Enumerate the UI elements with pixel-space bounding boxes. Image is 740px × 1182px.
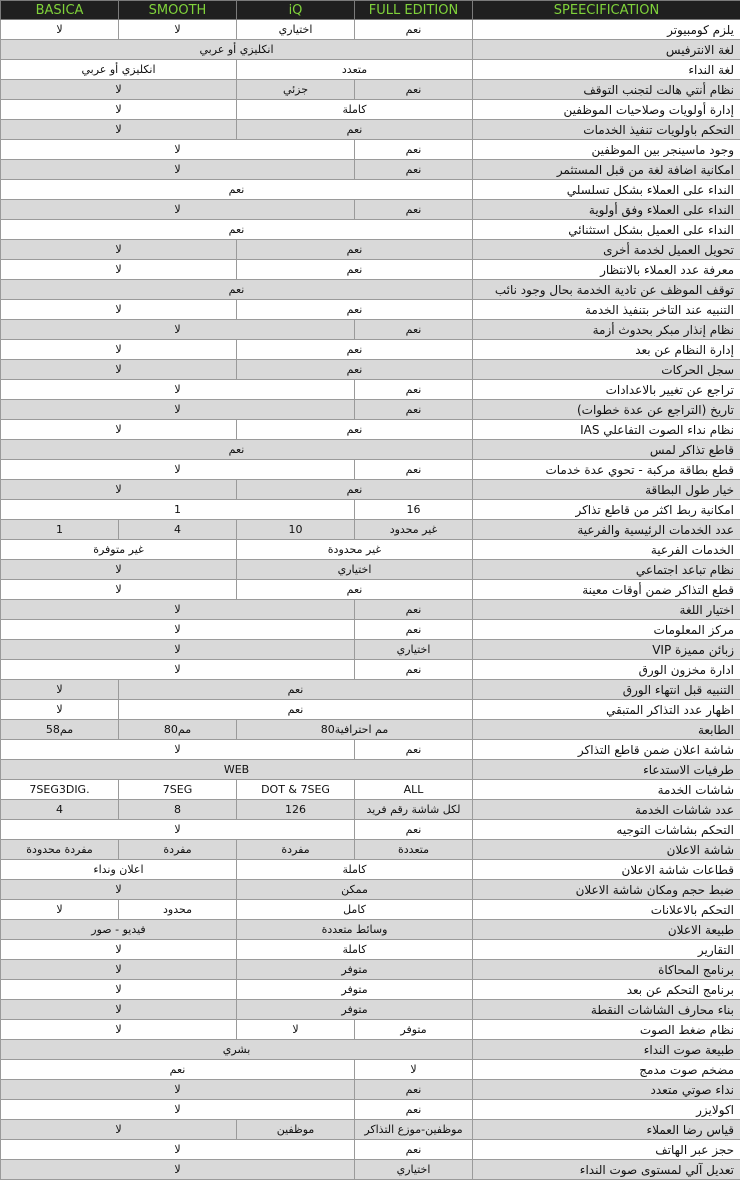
table-row (1, 1120, 740, 1140)
value-cell: متعدد (237, 60, 473, 80)
table-row (1, 740, 740, 760)
value-cell: 126 (237, 800, 355, 820)
value-cell: 58مم (1, 720, 119, 740)
value-cell: نعم (355, 740, 473, 760)
table-row (1, 280, 740, 300)
table-row (1, 600, 740, 620)
value-cell: نعم (119, 700, 473, 720)
value-cell: اختياري (237, 20, 355, 40)
value-cell: 4 (1, 800, 119, 820)
value-cell: نعم (355, 400, 473, 420)
header-row (1, 1, 740, 20)
table-row (1, 320, 740, 340)
spec-label: قطاعات شاشة الاعلان (473, 860, 740, 880)
value-cell: WEB (1, 760, 473, 780)
spec-label: برنامج التحكم عن بعد (473, 980, 740, 1000)
value-cell: نعم (355, 20, 473, 40)
table-row (1, 500, 740, 520)
table-row (1, 380, 740, 400)
spec-label: معرفة عدد العملاء بالانتظار (473, 260, 740, 280)
table-row (1, 60, 740, 80)
table-row (1, 1080, 740, 1100)
table-row (1, 1140, 740, 1160)
spec-label: يلزم كومبيوتر (473, 20, 740, 40)
value-cell: نعم (237, 260, 473, 280)
table-row (1, 880, 740, 900)
value-cell: لا (1, 660, 355, 680)
value-cell: مفردة (237, 840, 355, 860)
table-row (1, 840, 740, 860)
value-cell: وسائط متعددة (237, 920, 473, 940)
table-row (1, 820, 740, 840)
spec-label: برنامج المحاكاة (473, 960, 740, 980)
value-cell: لا (1, 460, 355, 480)
spec-label: سجل الحركات (473, 360, 740, 380)
table-row (1, 160, 740, 180)
value-cell: لا (1, 820, 355, 840)
value-cell: لا (1, 640, 355, 660)
value-cell: نعم (355, 660, 473, 680)
value-cell: نعم (1, 220, 473, 240)
value-cell: غير محدود (355, 520, 473, 540)
spec-label: مركز المعلومات (473, 620, 740, 640)
table-row (1, 1000, 740, 1020)
value-cell: لا (1, 200, 355, 220)
value-cell: 80مم (119, 720, 237, 740)
value-cell: نعم (1, 180, 473, 200)
value-cell: لا (1, 160, 355, 180)
spec-label: الطابعة (473, 720, 740, 740)
value-cell: لا (1, 960, 237, 980)
value-cell: نعم (119, 680, 473, 700)
value-cell: نعم (355, 620, 473, 640)
table-row (1, 520, 740, 540)
value-cell: لا (1, 420, 237, 440)
spec-label: طرفيات الاستدعاء (473, 760, 740, 780)
table-row (1, 780, 740, 800)
table-row (1, 100, 740, 120)
value-cell: لا (1, 20, 119, 40)
value-cell: فيديو - صور (1, 920, 237, 940)
table-row (1, 440, 740, 460)
value-cell: انكليزي أو عربي (1, 60, 237, 80)
value-cell: لا (119, 20, 237, 40)
table-row (1, 200, 740, 220)
value-cell: نعم (355, 380, 473, 400)
value-cell: نعم (355, 460, 473, 480)
value-cell: لا (1, 700, 119, 720)
table-row (1, 1160, 740, 1180)
table-row (1, 640, 740, 660)
value-cell: نعم (355, 80, 473, 100)
value-cell: نعم (355, 600, 473, 620)
spec-label: التحكم بشاشات التوجيه (473, 820, 740, 840)
value-cell: نعم (237, 420, 473, 440)
table-row (1, 580, 740, 600)
spec-label: نظام ضغط الصوت (473, 1020, 740, 1040)
spec-label: اختيار اللغة (473, 600, 740, 620)
value-cell: 80مم احترافية (237, 720, 473, 740)
table-row (1, 20, 740, 40)
value-cell: نعم (355, 1080, 473, 1100)
value-cell: مفردة (119, 840, 237, 860)
table-row (1, 720, 740, 740)
value-cell: لا (1, 380, 355, 400)
spec-label: إدارة أولويات وصلاحيات الموظفين (473, 100, 740, 120)
spec-label: قاطع تذاكر لمس (473, 440, 740, 460)
value-cell: لا (1, 360, 237, 380)
spec-label: امكانية ربط اكثر من قاطع تذاكر (473, 500, 740, 520)
value-cell: نعم (355, 1100, 473, 1120)
spec-label: زبائن مميزة VIP (473, 640, 740, 660)
value-cell: لا (1, 940, 237, 960)
value-cell: لا (1, 680, 119, 700)
value-cell: نعم (355, 1140, 473, 1160)
value-cell: جزئي (237, 80, 355, 100)
value-cell: لا (1, 1100, 355, 1120)
spec-label: مضخم صوت مدمج (473, 1060, 740, 1080)
spec-label: قطع بطاقة مركبة - تحوي عدة خدمات (473, 460, 740, 480)
spec-label: التنبيه قبل انتهاء الورق (473, 680, 740, 700)
value-cell: 4 (119, 520, 237, 540)
value-cell: نعم (237, 340, 473, 360)
spec-label: خيار طول البطاقة (473, 480, 740, 500)
table-row (1, 80, 740, 100)
spec-label: قطع التذاكر ضمن أوقات معينة (473, 580, 740, 600)
table-row (1, 260, 740, 280)
header-basica: BASICA (1, 1, 119, 20)
table-row (1, 980, 740, 1000)
spec-label: نظام نداء الصوت التفاعلي IAS (473, 420, 740, 440)
value-cell: متوفر (237, 960, 473, 980)
value-cell: اختياري (355, 1160, 473, 1180)
value-cell: لكل شاشة رقم فريد (355, 800, 473, 820)
spec-label: التحكم باولويات تنفيذ الخدمات (473, 120, 740, 140)
header-full-edition: FULL EDITION (355, 1, 473, 20)
value-cell: لا (1, 320, 355, 340)
value-cell: نعم (1, 1060, 355, 1080)
value-cell: لا (1, 1020, 237, 1040)
value-cell: مفردة محدودة (1, 840, 119, 860)
value-cell: اعلان ونداء (1, 860, 237, 880)
value-cell: لا (1, 740, 355, 760)
spec-label: شاشات الخدمة (473, 780, 740, 800)
value-cell: كاملة (237, 860, 473, 880)
value-cell: 1 (1, 500, 355, 520)
value-cell: محدود (119, 900, 237, 920)
value-cell: لا (1, 880, 237, 900)
value-cell: موظفين-موزع التذاكر (355, 1120, 473, 1140)
spec-label: اكولايزر (473, 1100, 740, 1120)
spec-label: تحويل العميل لخدمة أخرى (473, 240, 740, 260)
spec-label: طبيعة صوت النداء (473, 1040, 740, 1060)
spec-label: شاشة اعلان ضمن قاطع التذاكر (473, 740, 740, 760)
table-row (1, 860, 740, 880)
spec-label: عدد الخدمات الرئيسية والفرعية (473, 520, 740, 540)
value-cell: متوفر (355, 1020, 473, 1040)
spec-label: طبيعة الاعلان (473, 920, 740, 940)
table-row (1, 1100, 740, 1120)
value-cell: 7SEG3DIG. (1, 780, 119, 800)
value-cell: نعم (355, 140, 473, 160)
table-row (1, 560, 740, 580)
value-cell: نعم (355, 200, 473, 220)
spec-label: نداء صوتي متعدد (473, 1080, 740, 1100)
value-cell: نعم (237, 300, 473, 320)
value-cell: لا (237, 1020, 355, 1040)
spec-label: الخدمات الفرعية (473, 540, 740, 560)
value-cell: لا (1, 980, 237, 1000)
table-row (1, 340, 740, 360)
header-specification: SPEECIFICATION (473, 1, 740, 20)
table-row (1, 920, 740, 940)
table-row (1, 680, 740, 700)
value-cell: لا (1, 1080, 355, 1100)
spec-label: لغة الانترفيس (473, 40, 740, 60)
value-cell: نعم (355, 160, 473, 180)
value-cell: لا (1, 340, 237, 360)
spec-label: امكانية اضافة لغة من قبل المستثمر (473, 160, 740, 180)
value-cell: لا (1, 560, 237, 580)
value-cell: لا (1, 480, 237, 500)
value-cell: لا (1, 580, 237, 600)
table-row (1, 420, 740, 440)
value-cell: لا (1, 620, 355, 640)
value-cell: ممكن (237, 880, 473, 900)
value-cell: 8 (119, 800, 237, 820)
value-cell: موظفين (237, 1120, 355, 1140)
spec-label: حجز عبر الهاتف (473, 1140, 740, 1160)
table-row (1, 760, 740, 780)
table-row (1, 620, 740, 640)
value-cell: لا (1, 400, 355, 420)
value-cell: نعم (237, 240, 473, 260)
value-cell: نعم (355, 820, 473, 840)
value-cell: لا (1, 260, 237, 280)
value-cell: لا (1, 900, 119, 920)
value-cell: اختياري (355, 640, 473, 660)
value-cell: 10 (237, 520, 355, 540)
value-cell: 1 (1, 520, 119, 540)
table-row (1, 120, 740, 140)
value-cell: لا (1, 140, 355, 160)
spec-label: تعديل آلي لمستوى صوت النداء (473, 1160, 740, 1180)
spec-label: التقارير (473, 940, 740, 960)
table-row (1, 240, 740, 260)
value-cell: نعم (1, 440, 473, 460)
table-row (1, 220, 740, 240)
value-cell: كاملة (237, 100, 473, 120)
table-row (1, 960, 740, 980)
spec-label: تاريخ (التراجع عن عدة خطوات) (473, 400, 740, 420)
spec-label: اظهار عدد التذاكر المتبقي (473, 700, 740, 720)
spec-label: لغة النداء (473, 60, 740, 80)
value-cell: نعم (237, 580, 473, 600)
spec-label: ضبط حجم ومكان شاشة الاعلان (473, 880, 740, 900)
value-cell: كاملة (237, 940, 473, 960)
value-cell: لا (1, 80, 237, 100)
spec-label: نظام تباعد اجتماعي (473, 560, 740, 580)
value-cell: لا (1, 1140, 355, 1160)
table-row (1, 660, 740, 680)
value-cell: غير محدودة (237, 540, 473, 560)
value-cell: لا (1, 120, 237, 140)
table-body (1, 20, 740, 1180)
value-cell: متوفر (237, 1000, 473, 1020)
value-cell: لا (355, 1060, 473, 1080)
table-row (1, 180, 740, 200)
spec-label: توقف الموظف عن تادية الخدمة بحال وجود نائب (473, 280, 740, 300)
spec-label: نظام إنذار مبكر بحدوث أزمة (473, 320, 740, 340)
table-row (1, 1020, 740, 1040)
spec-label: ادارة مخزون الورق (473, 660, 740, 680)
table-row (1, 480, 740, 500)
spec-label: بناء محارف الشاشات النقطة (473, 1000, 740, 1020)
value-cell: 16 (355, 500, 473, 520)
table-row (1, 540, 740, 560)
table-row (1, 400, 740, 420)
spec-label: النداء على العملاء وفق أولوية (473, 200, 740, 220)
table-row (1, 1060, 740, 1080)
spec-label: نظام أنتي هالت لتجنب التوقف (473, 80, 740, 100)
value-cell: نعم (237, 360, 473, 380)
spec-label: التنبيه عند التاخر بتنفيذ الخدمة (473, 300, 740, 320)
table-row (1, 460, 740, 480)
spec-label: وجود ماسينجر بين الموظفين (473, 140, 740, 160)
value-cell: لا (1, 1000, 237, 1020)
value-cell: 7SEG (119, 780, 237, 800)
spec-label: تراجع عن تغيير بالاعدادات (473, 380, 740, 400)
value-cell: لا (1, 240, 237, 260)
value-cell: غير متوفرة (1, 540, 237, 560)
table-row (1, 40, 740, 60)
value-cell: كامل (237, 900, 473, 920)
table-row (1, 940, 740, 960)
value-cell: لا (1, 1160, 355, 1180)
spec-label: النداء على العملاء بشكل تسلسلي (473, 180, 740, 200)
spec-label: إدارة النظام عن بعد (473, 340, 740, 360)
value-cell: نعم (1, 280, 473, 300)
value-cell: اختياري (237, 560, 473, 580)
value-cell: متعددة (355, 840, 473, 860)
table-row (1, 900, 740, 920)
table-row (1, 1040, 740, 1060)
value-cell: ALL (355, 780, 473, 800)
spec-label: شاشة الاعلان (473, 840, 740, 860)
value-cell: لا (1, 600, 355, 620)
value-cell: DOT & 7SEG (237, 780, 355, 800)
value-cell: لا (1, 300, 237, 320)
spec-label: التحكم بالاعلانات (473, 900, 740, 920)
value-cell: نعم (237, 480, 473, 500)
header-iq: iQ (237, 1, 355, 20)
table-row (1, 360, 740, 380)
table-row (1, 700, 740, 720)
spec-label: عدد شاشات الخدمة (473, 800, 740, 820)
value-cell: نعم (237, 120, 473, 140)
value-cell: لا (1, 1120, 237, 1140)
value-cell: انكليزي أو عربي (1, 40, 473, 60)
table-row (1, 140, 740, 160)
value-cell: بشري (1, 1040, 473, 1060)
table-row (1, 800, 740, 820)
value-cell: نعم (355, 320, 473, 340)
value-cell: لا (1, 100, 237, 120)
table-row (1, 300, 740, 320)
value-cell: متوفر (237, 980, 473, 1000)
spec-label: النداء على العميل بشكل استثنائي (473, 220, 740, 240)
spec-label: قياس رضا العملاء (473, 1120, 740, 1140)
header-smooth: SMOOTH (119, 1, 237, 20)
